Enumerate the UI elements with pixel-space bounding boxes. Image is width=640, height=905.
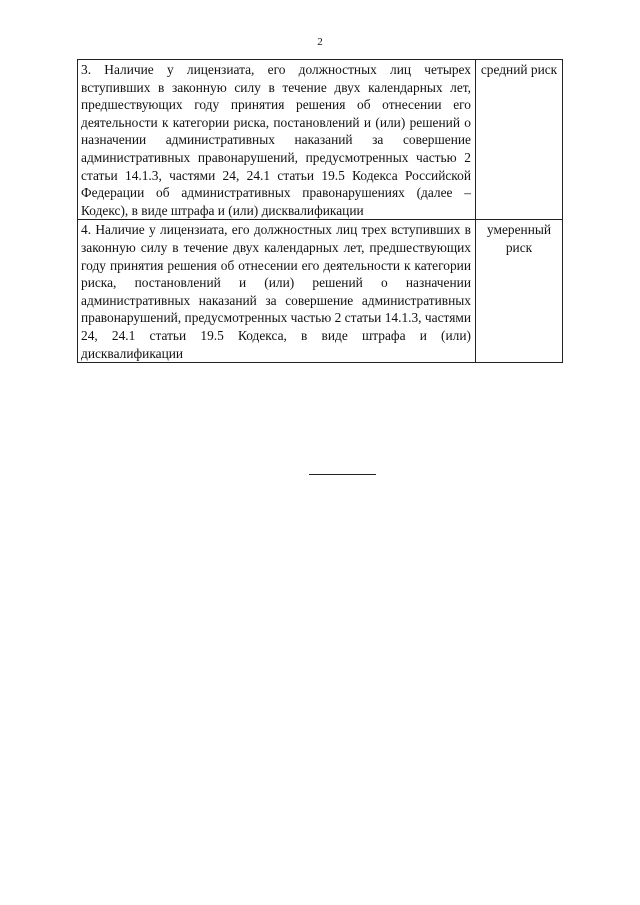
risk-criteria-table <box>77 59 563 363</box>
risk-category-cell: умеренный риск <box>476 220 563 363</box>
risk-category-cell: средний риск <box>476 60 563 220</box>
page-number: 2 <box>317 36 323 48</box>
criterion-cell: 3. Наличие у лицензиата, его должностных лиц четырех вступивших в законную силу в течение двух календарных лет, предшествующих году принятия решения об отнесении его деятельности к категории риска, постановлений и (или) решений о назначении административных наказаний за совершение административных правонарушений, предусмотренных частью 2 статьи 14.1.3, частями 24, 24.1 статьи 19.5 Кодекса Российской Федерации об административных правонарушениях (далее – Кодекс), в виде штрафа и (или) дисквалификации <box>78 60 476 220</box>
table-row <box>78 220 563 363</box>
closing-divider-line <box>309 474 376 475</box>
table-row <box>78 60 563 220</box>
criterion-cell: 4. Наличие у лицензиата, его должностных лиц трех вступивших в законную силу в течение двух календарных лет, предшествующих году принятия решения об отнесении его деятельности к категории риска, постановлений и (или) решений о назначении административных наказаний за совершение административных правонарушений, предусмотренных частью 2 статьи 14.1.3, частями 24, 24.1 статьи 19.5 Кодекса, в виде штрафа и (или) дисквалификации <box>78 220 476 363</box>
